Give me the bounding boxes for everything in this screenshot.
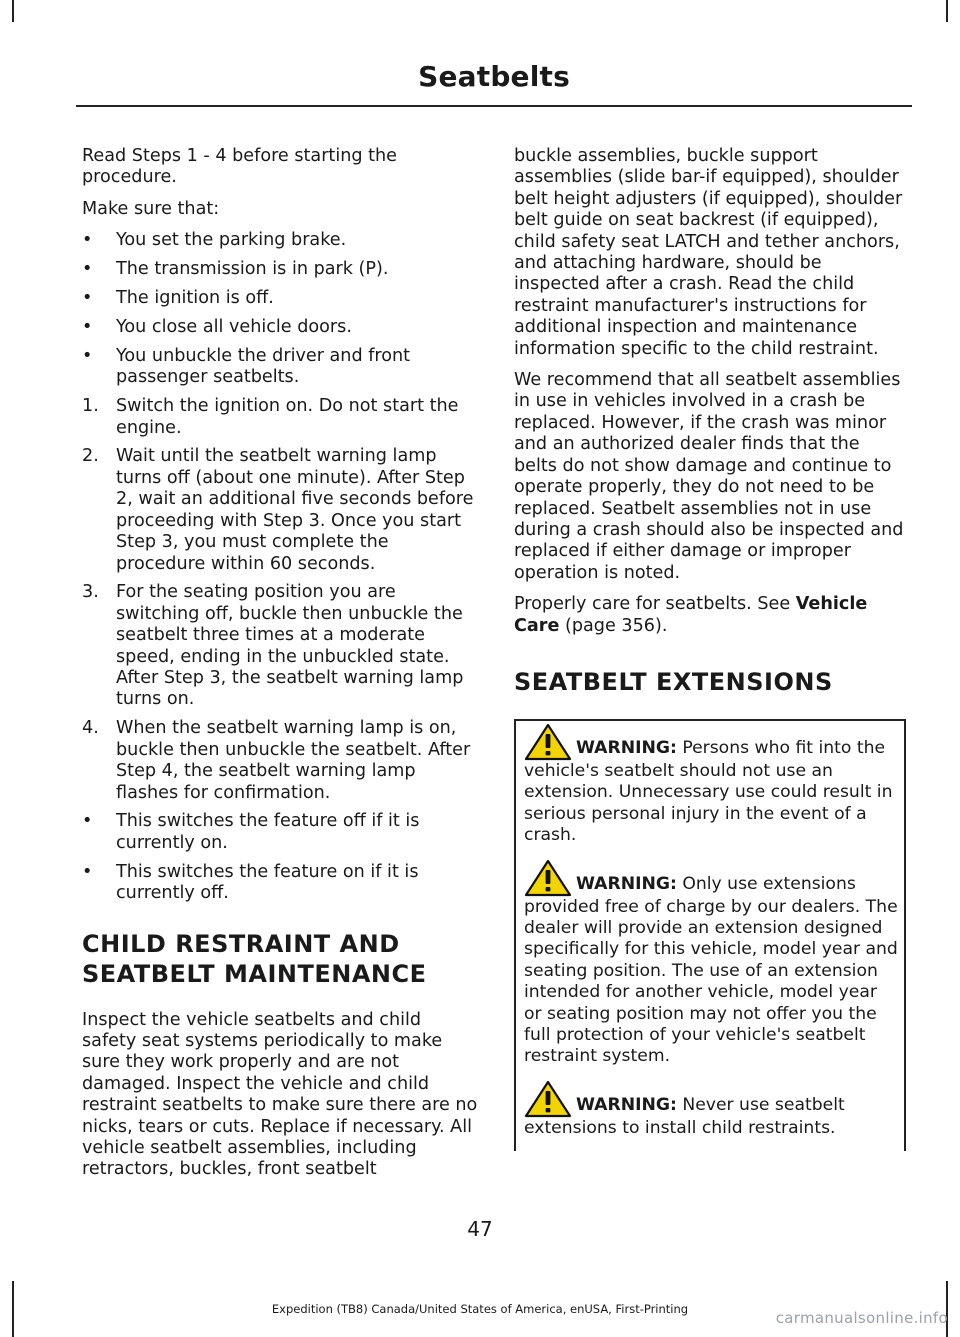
step-text: Wait until the seatbelt warning lamp turns off (about one minute). After Step 2, wait an additional five seconds before proceeding with Step 3. Once you start Step 3, you must complete the procedure within 60 seconds. [116,446,474,574]
step-number: 3. [82,582,99,603]
care-prefix: Properly care for seatbelts. See [514,594,796,615]
precondition-list [82,230,478,388]
list-item [82,230,478,251]
step-number: 4. [82,718,99,739]
warning-text: Only use extensions provided free of charge by our dealers. The dealer will provide an extension designed specifically for this vehicle, model year and seating position. The use of an extension intended for another vehicle, model year or seating position may not offer you the full protection of your vehicle's seatbelt restraint system. [524,873,898,1067]
maintenance-paragraph: Inspect the vehicle seatbelts and child safety seat systems periodically to make sure they work properly and are not damaged. Inspect the vehicle and child restraint seatbelts to make sure there are no nicks, tears or cuts. Replace if necessary. All vehicle seatbelt assemblies, including retractors, buckles, front seatbelt [82,1009,478,1180]
care-suffix: (page 356). [559,615,668,636]
bullet-marker: • [82,345,93,366]
intro-paragraph: Read Steps 1 - 4 before starting the procedure. [82,146,397,188]
list-item [82,317,478,338]
list-item-text: This switches the feature on if it is currently off. [116,861,419,904]
list-item [82,346,478,389]
warning-label: WARNING: [576,873,677,894]
bullet-marker: • [82,230,93,251]
section-heading-extensions: SEATBELT EXTENSIONS [514,667,833,696]
list-item [82,811,478,854]
heading-line: SEATBELT MAINTENANCE [82,959,427,988]
heading-line: CHILD RESTRAINT AND [82,929,400,958]
page-title: Seatbelts [418,60,570,93]
bullet-marker: • [82,316,93,337]
warning-text: Persons who fit into the vehicle's seatbelt should not use an extension. Unnecessary use could result in serious personal injury in the event of a crash. [524,737,893,846]
step-text: Switch the ignition on. Do not start the engine. [116,396,459,438]
edition-footer: Expedition (TB8) Canada/United States of America, enUSA, First-Printing [271,1302,689,1316]
procedure-steps [82,396,478,804]
list-item-text: The transmission is in park (P). [116,259,389,280]
list-item-text: You close all vehicle doors. [116,316,352,337]
step-item [82,446,478,574]
warning-label: WARNING: [576,1094,677,1115]
care-paragraph [514,594,906,637]
result-list [82,811,478,904]
list-item-text: This switches the feature off if it is currently on. [116,811,420,853]
vehicle-care-link[interactable]: Vehicle Care [514,594,868,636]
bullet-marker: • [82,288,93,309]
warning-item [524,1080,898,1139]
crop-mark-top-left [12,0,14,22]
section-heading-child-restraint [82,929,478,989]
list-item [82,862,478,905]
warning-text: Never use seatbelt extensions to install child restraints. [524,1094,845,1138]
warning-label: WARNING: [576,737,677,758]
warning-triangle-icon [524,723,572,761]
list-item-text: You set the parking brake. [116,230,347,251]
warning-item [524,859,898,1068]
continued-paragraph: buckle assemblies, buckle support assemblies (slide bar-if equipped), shoulder belt height adjusters (if equipped), shoulder belt guide on seat backrest (if equipped), child safety seat LATCH and tether anchors, and attaching hardware, should be inspected after a crash. Read the child restraint manufacturer's instructions for additional inspection and maintenance information specific to the child restraint. [514,146,903,359]
list-item-text: You unbuckle the driver and front passenger seatbelts. [116,345,411,388]
list-item [82,288,478,309]
page-number: 47 [467,1217,493,1241]
left-column [82,146,478,1191]
recommend-paragraph: We recommend that all seatbelt assemblies in use in vehicles involved in a crash be replaced. However, if the crash was minor and an authorized dealer finds that the belts do not show damage and continue to operate properly, they do not need to be replaced. Seatbelt assemblies not in use during a crash should also be inspected and replaced if either damage or improper operation is noted. [514,370,904,583]
step-item [82,396,478,439]
bullet-marker: • [82,861,93,882]
step-text: For the seating position you are switching off, buckle then unbuckle the seatbelt three times at a moderate speed, ending in the unbuckled state. After Step 3, the seatbelt warning lamp turns on. [116,582,464,710]
bullet-marker: • [82,259,93,280]
step-text: When the seatbelt warning lamp is on, buckle then unbuckle the seatbelt. After Step 4, the seatbelt warning lamp flashes for confirmation. [116,718,471,803]
step-item [82,582,478,710]
bullet-marker: • [82,811,93,832]
list-item-text: The ignition is off. [116,288,274,309]
warning-triangle-icon [524,1080,572,1118]
crop-mark-top-right [946,0,948,22]
step-number: 2. [82,446,99,467]
step-number: 1. [82,396,99,417]
watermark: carmanualsonline.info [775,1309,948,1327]
list-item [82,259,478,280]
right-column [514,146,906,1151]
header-divider [76,105,912,107]
make-sure-paragraph: Make sure that: [82,198,220,219]
warning-box [514,719,906,1151]
warning-item [524,723,898,847]
step-item [82,718,478,804]
warning-triangle-icon [524,859,572,897]
